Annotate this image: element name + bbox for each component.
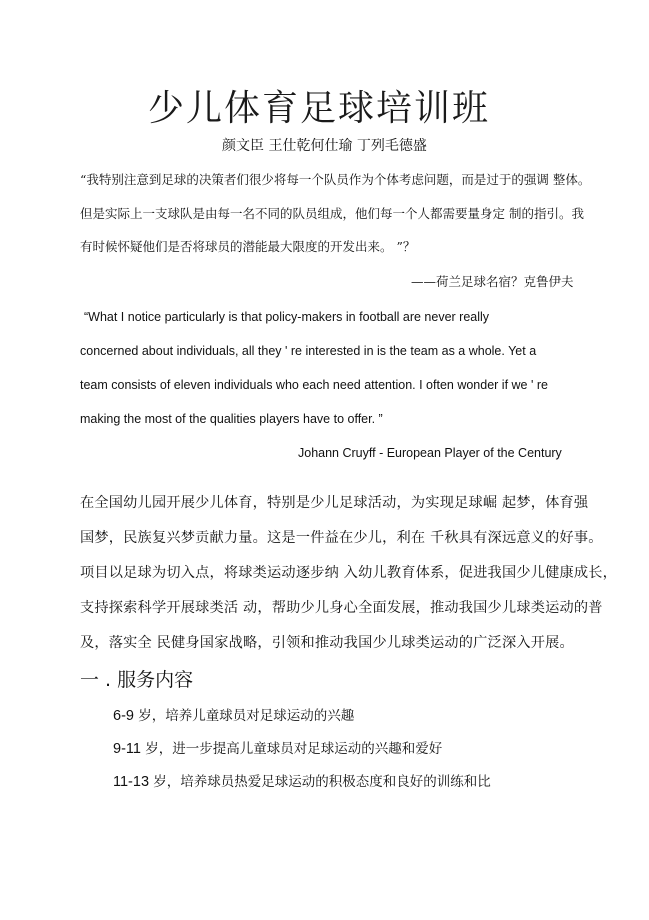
paragraph-line: 及，落实全 民健身国家战略，引领和推动我国少儿球类运动的广泛深入开展。 — [80, 635, 574, 651]
paragraph-line: 国梦，民族复兴梦贡献力量。这是一件益在少儿，利在 千秋具有深远意义的好事。 — [80, 530, 603, 546]
quote-cn-line: 但是实际上一支球队是由每一名不同的队员组成，他们每一个人都需要量身定 制的指引。我 — [80, 206, 584, 221]
document-title: 少儿体育足球培训班 — [148, 88, 491, 129]
list-item-text: 岁，进一步提高儿童球员对足球运动的兴趣和爱好 — [140, 741, 443, 757]
list-item-text: 岁，培养儿童球员对足球运动的兴趣 — [133, 708, 355, 724]
list-item — [113, 737, 442, 757]
list-item — [113, 770, 491, 790]
quote-cn-attribution: ——荷兰足球名宿？克鲁伊夫 — [411, 274, 574, 289]
quote-en-attribution: Johann Cruyff - European Player of the Century — [298, 446, 562, 460]
quote-en-line: concerned about individuals, all they ' re interested in is the team as a whole. Yet a — [80, 344, 537, 358]
paragraph-line: 支持探索科学开展球类活 动，帮助少儿身心全面发展，推动我国少儿球类运动的普 — [80, 600, 603, 616]
quote-en-line: “What I notice particularly is that policy-makers in football are never really — [84, 310, 490, 324]
age-range: 11-13 — [113, 774, 150, 790]
paragraph-line: 项目以足球为切入点，将球类运动逐步纳 入幼儿教育体系，促进我国少儿健康成长， — [80, 565, 618, 581]
paragraph-line: 在全国幼儿园开展少儿体育，特别是少儿足球活动，为实现足球崛 起梦，体育强 — [80, 495, 589, 511]
list-item — [113, 704, 354, 724]
quote-cn-line: “我特别注意到足球的决策者们很少将每一个队员作为个体考虑问题，而是过于的强调 整体。 — [80, 172, 591, 187]
section-heading-service-content: 一 . 服务内容 — [80, 669, 194, 691]
quote-en-line: team consists of eleven individuals who each need attention. I often wonder if we ' re — [80, 378, 548, 392]
quote-en-line: making the most of the qualities players have to offer. ” — [80, 412, 383, 426]
age-range: 9-11 — [113, 741, 141, 757]
authors-line: 颜文臣 王仕乾何仕瑜 丁列毛德盛 — [222, 138, 427, 154]
quote-cn-line: 有时候怀疑他们是否将球员的潜能最大限度的开发出来。 ”？ — [80, 239, 416, 254]
list-item-text: 岁，培养球员热爱足球运动的积极态度和良好的训练和比 — [149, 774, 491, 790]
age-range: 6-9 — [113, 708, 134, 724]
